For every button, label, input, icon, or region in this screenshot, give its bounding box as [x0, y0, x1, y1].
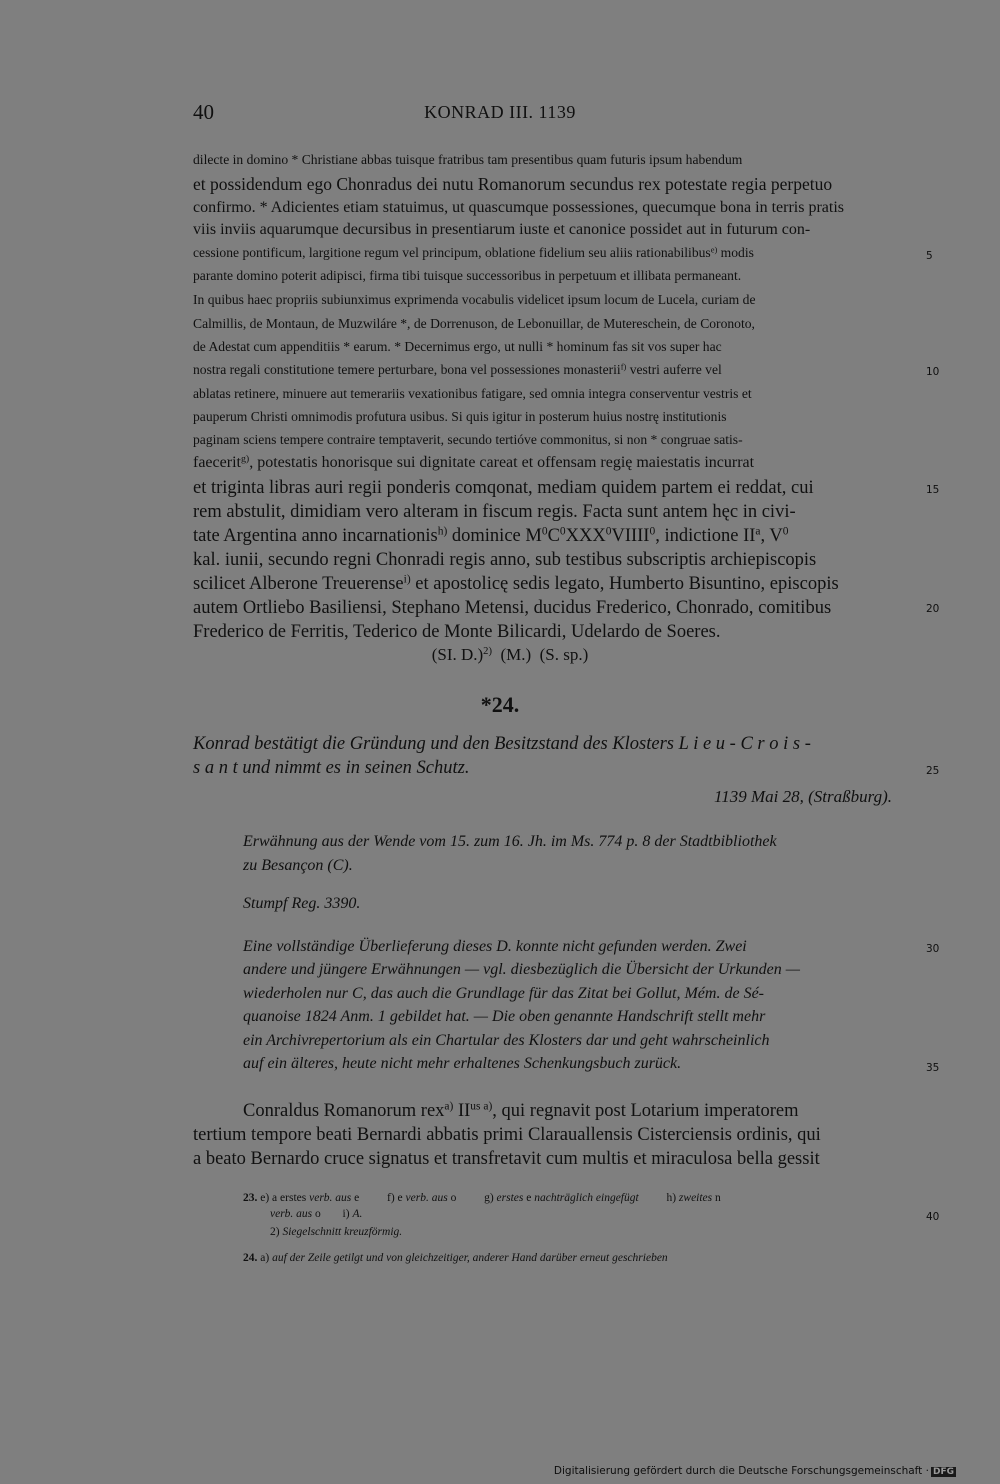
doc23-line: paginam sciens tempere contraire temptaverit, secundo tertióve commonitus, si non * congruae satis- [193, 432, 743, 447]
doc23-line: rem abstulit, dimidiam vero alteram in fiscum regis. Facta sunt antem hęc in civi- [193, 502, 796, 522]
line-number: 30 [926, 943, 940, 955]
footnote-24: 24. a) auf der Zeile getilgt und von gleichzeitiger, anderer Hand darüber erneut geschrieben [243, 1252, 668, 1264]
doc23-line: et triginta libras auri regii ponderis comqonat, mediam quidem partem ei reddat, cui [193, 478, 814, 498]
regest-date: 1139 Mai 28, (Straßburg). [713, 787, 892, 806]
line-number: 35 [926, 1062, 940, 1074]
preliminary-remark: quanoise 1824 Anm. 1 gebildet hat. — Die oben genannte Handschrift stellt mehr [243, 1008, 766, 1025]
doc23-line: viis inviis aquarumque decursibus in presentiarum iuste et canonice possidet aut in futurum con- [193, 221, 811, 238]
line-number: 40 [926, 1211, 940, 1223]
doc23-line: confirmo. * Adicientes etiam statuimus, ut quascumque possessiones, quecumque bona in terris pratis [193, 199, 844, 216]
tradition-note: Erwähnung aus der Wende vom 15. zum 16. Jh. im Ms. 774 p. 8 der Stadtbibliothek [243, 833, 777, 850]
doc23-line: faecerit$^{g)}$, potestatis honorisque sui dignitate careat et offensam regię maiestatis incurrat [193, 453, 755, 471]
footnote-23: 23. e) a erstes verb. aus e f) e verb. aus o g) erstes e nachträglich eingefügt h) zweites n [243, 1192, 721, 1204]
doc23-line: Calmillis, de Montaun, de Muzwiláre *, de Dorrenuson, de Lebonuillar, de Mutereschein, de Coronoto, [193, 316, 755, 331]
doc24-text-line: tertium tempore beati Bernardi abbatis primi Clarauallensis Cisterciensis ordinis, qui [193, 1125, 821, 1145]
tradition-note: zu Besançon (C). [243, 857, 353, 874]
dfg-logo: DFG [932, 1467, 954, 1477]
page-number: 40 [193, 100, 214, 124]
line-number: 15 [926, 484, 940, 496]
doc23-line: de Adestat cum appenditiis * earum. * Decernimus ergo, ut nulli * hominum fas sit vos super hac [193, 339, 722, 354]
running-title: KONRAD III. 1139 [424, 102, 576, 122]
regest-summary: s a n t und nimmt es in seinen Schutz. [193, 758, 470, 778]
doc23-line: kal. iunii, secundo regni Chonradi regis anno, sub testibus subscriptis archiepiscopis [193, 550, 817, 570]
footnote-23: 2) Siegelschnitt kreuzförmig. [270, 1226, 403, 1238]
doc23-line: autem Ortliebo Basiliensi, Stephano Metensi, ducidus Frederico, Chonrado, comitibus [193, 598, 832, 618]
doc23-line: pauperum Christi omnimodis profutura usibus. Si quis igitur in posterum huius nostrę institutionis [193, 409, 727, 424]
doc24-text-line: Conraldus Romanorum rex$^{a)}$ $II^{us a)}$, qui regnavit post Lotarium imperatorem [243, 1100, 799, 1121]
doc23-line: ablatas retinere, minuere aut temerariis vexationibus fatigare, sed omnia integra conserventur vestris et [193, 386, 752, 401]
preliminary-remark: auf ein älteres, heute nicht mehr erhaltenes Schenkungsbuch zurück. [243, 1055, 682, 1072]
digitization-credit: Digitalisierung gefördert durch die Deutsche Forschungsgemeinschaft · DFG [553, 1465, 954, 1477]
footnote-23: verb. aus o i) A. [270, 1208, 363, 1220]
document-number: *24. [480, 692, 520, 717]
regest-summary: Konrad bestätigt die Gründung und den Besitzstand des Klosters L i e u - C r o i s - [193, 734, 811, 754]
preliminary-remark: wiederholen nur C, das auch die Grundlage für das Zitat bei Gollut, Mém. de Sé- [243, 985, 764, 1002]
doc23-line: In quibus haec propriis subiunximus exprimenda vocabulis videlicet ipsum locum de Lucela, curiam de [193, 292, 756, 307]
signature-marks: (SI. D.)$^{2)}$ (M.) (S. sp.) [431, 645, 589, 664]
doc23-line: scilicet Alberone Treuerense$^{i)}$ et apostolicę sedis legato, Humberto Bisuntino, episcopis [193, 573, 839, 594]
preliminary-remark: ein Archivrepertorium als ein Chartular des Klosters dar und geht wahrscheinlich [243, 1032, 770, 1049]
doc23-line: tate Argentina anno incarnationis$^{h)}$ dominice $M^0C^0XXX^0VIIII^0$, indictione $II^a$, $V^0$ [193, 525, 789, 546]
doc23-line: parante domino poterit adipisci, firma tibi tuisque successoribus in perpetuum et illibata permaneant. [193, 268, 742, 283]
doc23-line: et possidendum ego Chonradus dei nutu Romanorum secundus rex potestate regia perpetuo [193, 174, 833, 194]
doc23-line: cessione pontificum, largitione regum vel principum, oblatione fidelium seu aliis rationabilibus$^{e)}$ modis [193, 244, 754, 260]
line-number: 10 [926, 366, 940, 378]
line-number: 20 [926, 603, 940, 615]
doc24-text-line: a beato Bernardo cruce signatus et transfretavit cum multis et miraculosa bella gessit [193, 1149, 820, 1169]
doc23-line: nostra regali constitutione temere perturbare, bona vel possessiones monasterii$^{f)}$ vestri auferre vel [193, 361, 722, 377]
doc23-line: Frederico de Ferritis, Tederico de Monte Bilicardi, Udelardo de Soeres. [193, 622, 721, 642]
line-number: 25 [926, 765, 940, 777]
regesta-reference: Stumpf Reg. 3390. [243, 895, 361, 912]
preliminary-remark: Eine vollständige Überlieferung dieses D. konnte nicht gefunden werden. Zwei [243, 938, 747, 955]
doc23-line: dilecte in domino * Christiane abbas tuisque fratribus tam presentibus quam futuris ipsum habendum [193, 152, 743, 167]
preliminary-remark: andere und jüngere Erwähnungen — vgl. diesbezüglich die Übersicht der Urkunden — [243, 961, 800, 978]
line-number: 5 [926, 250, 933, 262]
